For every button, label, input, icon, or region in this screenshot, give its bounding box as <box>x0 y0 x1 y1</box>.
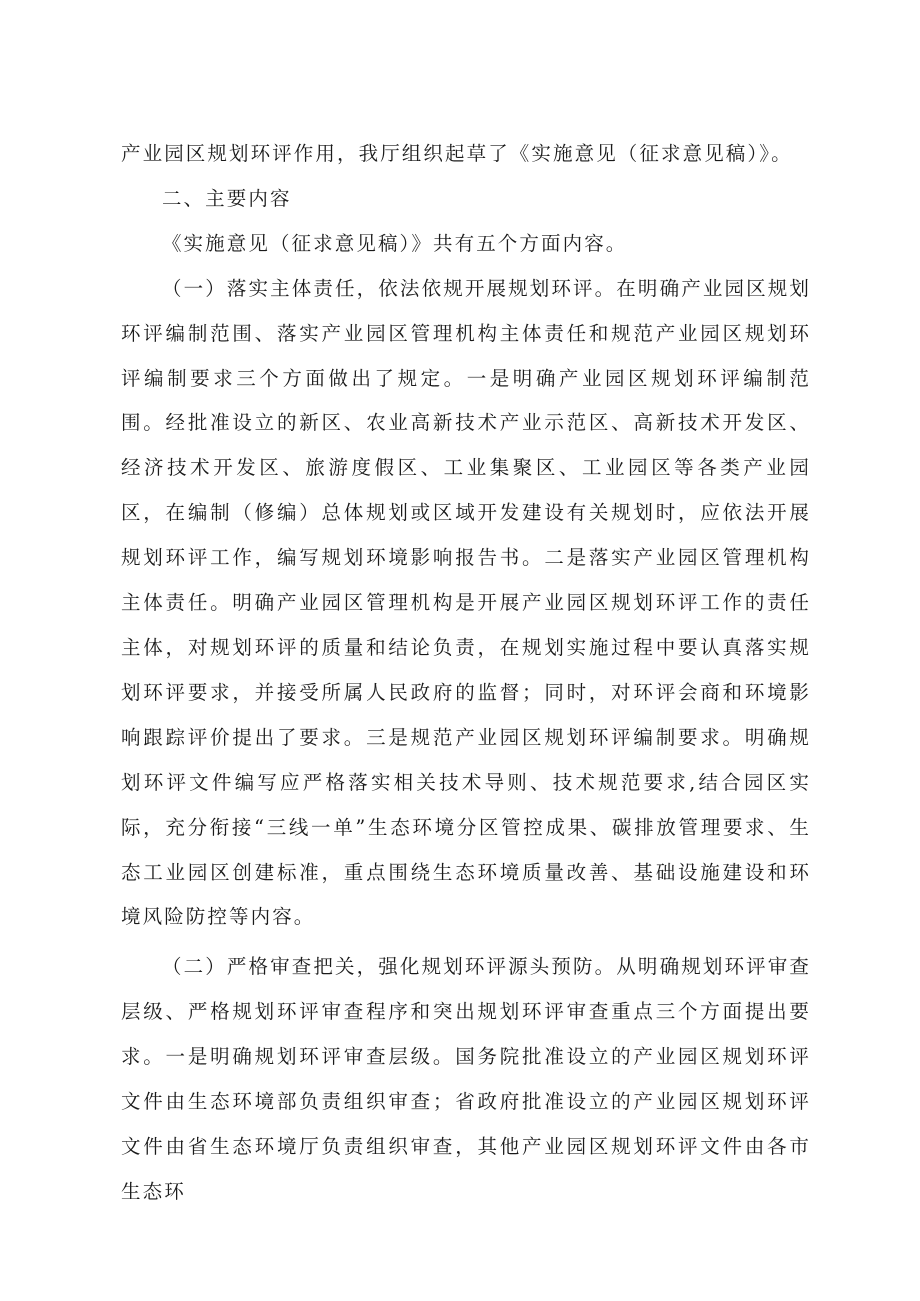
document-body <box>121 132 811 1215</box>
section-heading-main-content: 二、主要内容 <box>161 186 292 210</box>
paragraph-item-1: （一）落实主体责任，依法依规开展规划环评。在明确产业园区规划环评编制范围、落实产业园区管理机构主体责任和规范产业园区规划环评编制要求三个方面做出了规定。一是明确产业园区规划环评编制范围。经批准设立的新区、农业高新技术产业示范区、高新技术开发区、经济技术开发区、旅游度假区、工业集聚区、工业园区等各类产业园区，在编制（修编）总体规划或区域开发建设有关规划时，应依法开展规划环评工作，编写规划环境影响报告书。二是落实产业园区管理机构主体责任。明确产业园区管理机构是开展产业园区规划环评工作的责任主体，对规划环评的质量和结论负责，在规划实施过程中要认真落实规划环评要求，并接受所属人民政府的监督；同时，对环评会商和环境影响跟踪评价提出了要求。三是规范产业园区规划环评编制要求。明确规划环评文件编写应严格落实相关技术导则、技术规范要求,结合园区实际，充分衔接“三线一单”生态环境分区管控成果、碳排放管理要求、生态工业园区创建标准，重点围绕生态环境质量改善、基础设施建设和环境风险防控等内容。 <box>121 276 811 929</box>
paragraph-item-2: （二）严格审查把关，强化规划环评源头预防。从明确规划环评审查层级、严格规划环评审查程序和突出规划环评审查重点三个方面提出要求。一是明确规划环评审查层级。国务院批准设立的产业园区规划环评文件由生态环境部负责组织审查；省政府批准设立的产业园区规划环评文件由省生态环境厅负责组织审查，其他产业园区规划环评文件由各市生态环 <box>121 955 811 1203</box>
paragraph-overview: 《实施意见（征求意见稿）》共有五个方面内容。 <box>161 231 628 255</box>
paragraph-continuation: 产业园区规划环评作用，我厅组织起草了《实施意见（征求意见稿）》。 <box>121 142 793 165</box>
